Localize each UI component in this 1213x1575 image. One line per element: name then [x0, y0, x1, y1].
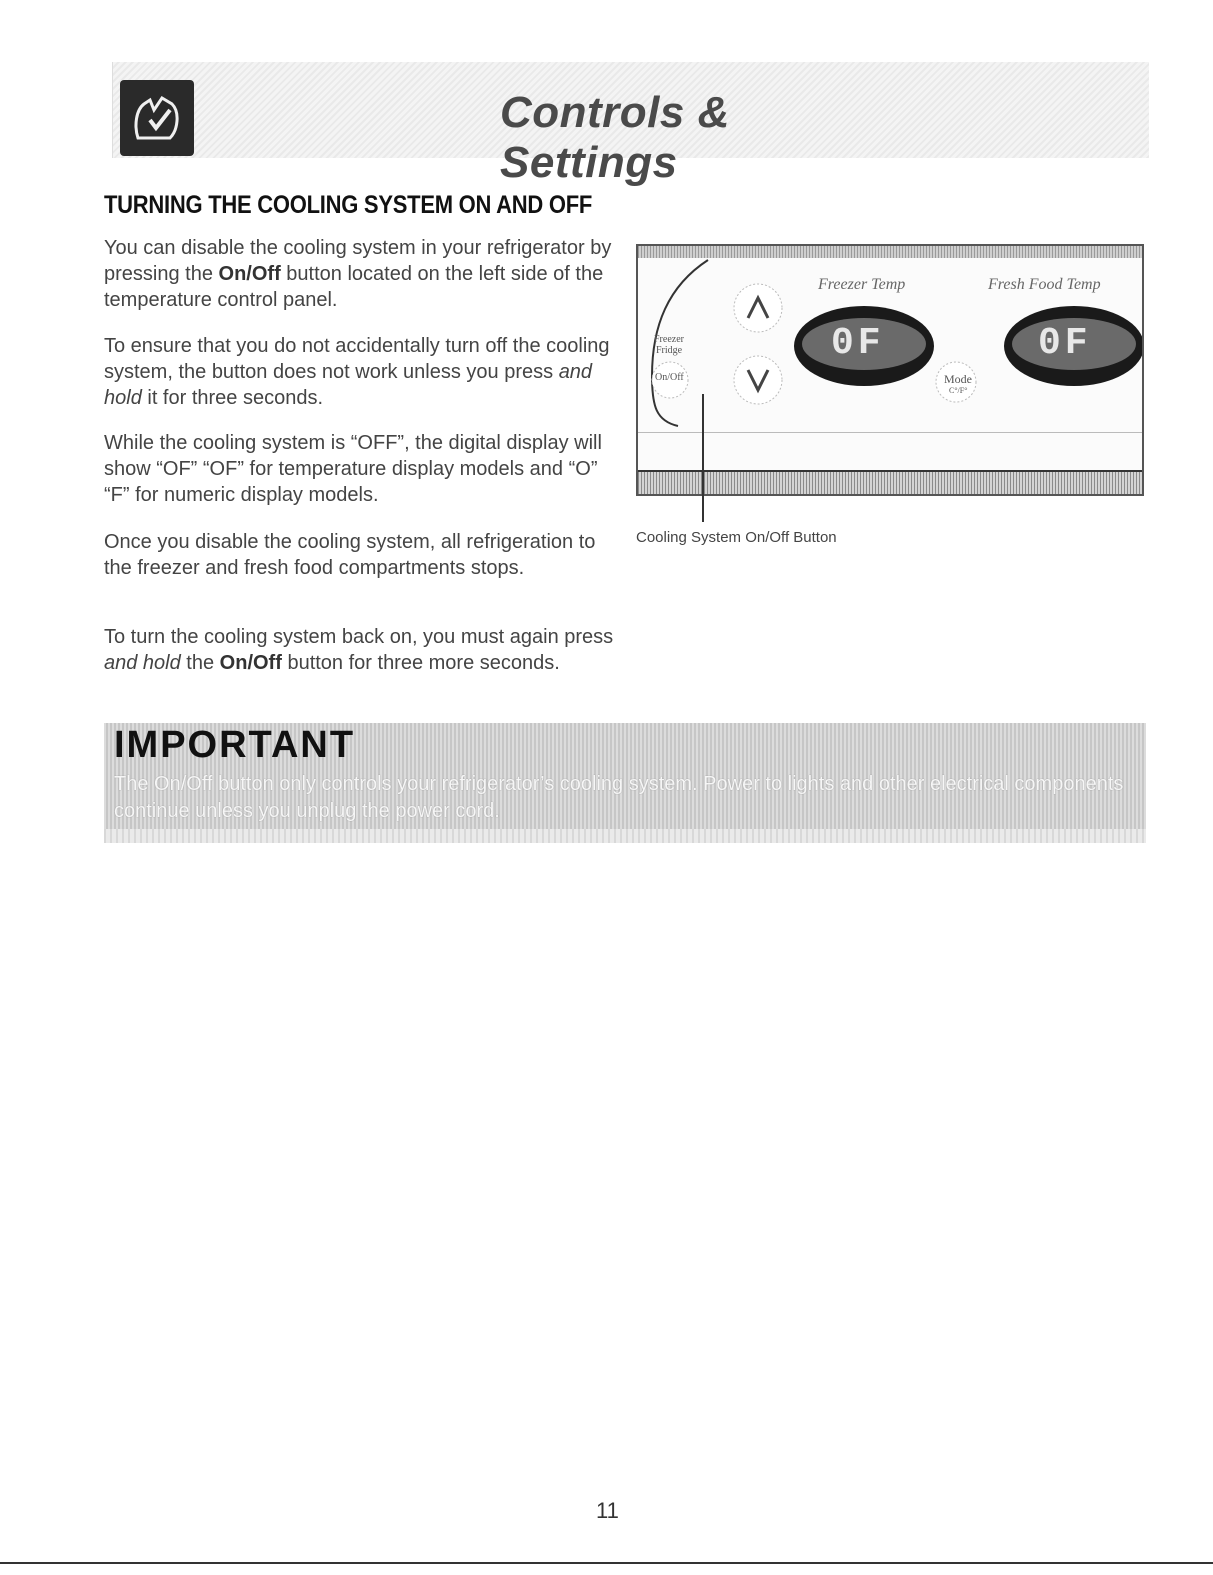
important-text: The On/Off button only controls your refrigerator’s cooling system. Power to lights and other electrical components continue unless you unplug the power cord.	[114, 773, 1124, 822]
paragraph-press-and-hold: To ensure that you do not accidentally turn off the cooling system, the button does not work unless you press and hold it for three seconds.	[104, 335, 610, 409]
up-arrow-button[interactable]	[734, 284, 782, 332]
fresh-food-display-readout: 0F	[1038, 322, 1092, 365]
freezer-display-readout: 0F	[831, 322, 885, 365]
down-arrow-button[interactable]	[734, 356, 782, 404]
paragraph-turn-back-on: To turn the cooling system back on, you must again press and hold the On/Off button for three more seconds.	[104, 626, 614, 674]
hand-checkmark-icon	[120, 80, 194, 156]
important-title: IMPORTANT	[114, 724, 356, 766]
callout-pointer-line	[702, 394, 704, 522]
paragraph-display-off: While the cooling system is “OFF”, the digital display will show “OF” “OF” for temperature display models and “O” “F” for numeric display models.	[104, 432, 602, 506]
bottom-rule	[0, 1562, 1213, 1564]
freezer-temp-label: Freezer Temp	[818, 276, 906, 293]
onoff-button-label: On/Off	[655, 372, 684, 383]
fridge-mode-label: Fridge	[656, 345, 683, 356]
section-heading: TURNING THE COOLING SYSTEM ON AND OFF	[104, 191, 593, 219]
mode-button-label: Mode	[944, 372, 972, 386]
figure-caption: Cooling System On/Off Button	[636, 529, 837, 546]
paragraph-refrigeration-stops: Once you disable the cooling system, all refrigeration to the freezer and fresh food compartments stops.	[104, 531, 596, 579]
freezer-mode-label: Freezer	[654, 334, 684, 345]
page-number: 11	[596, 1498, 619, 1523]
control-panel-figure	[636, 244, 1144, 496]
mode-unit-label: C°/F°	[949, 386, 968, 395]
page-title: Controls & Settings	[500, 88, 730, 187]
paragraph-disable-cooling: You can disable the cooling system in your refrigerator by pressing the On/Off button located on the left side of the temperature control panel.	[104, 237, 612, 311]
fresh-food-temp-label: Fresh Food Temp	[988, 276, 1101, 293]
